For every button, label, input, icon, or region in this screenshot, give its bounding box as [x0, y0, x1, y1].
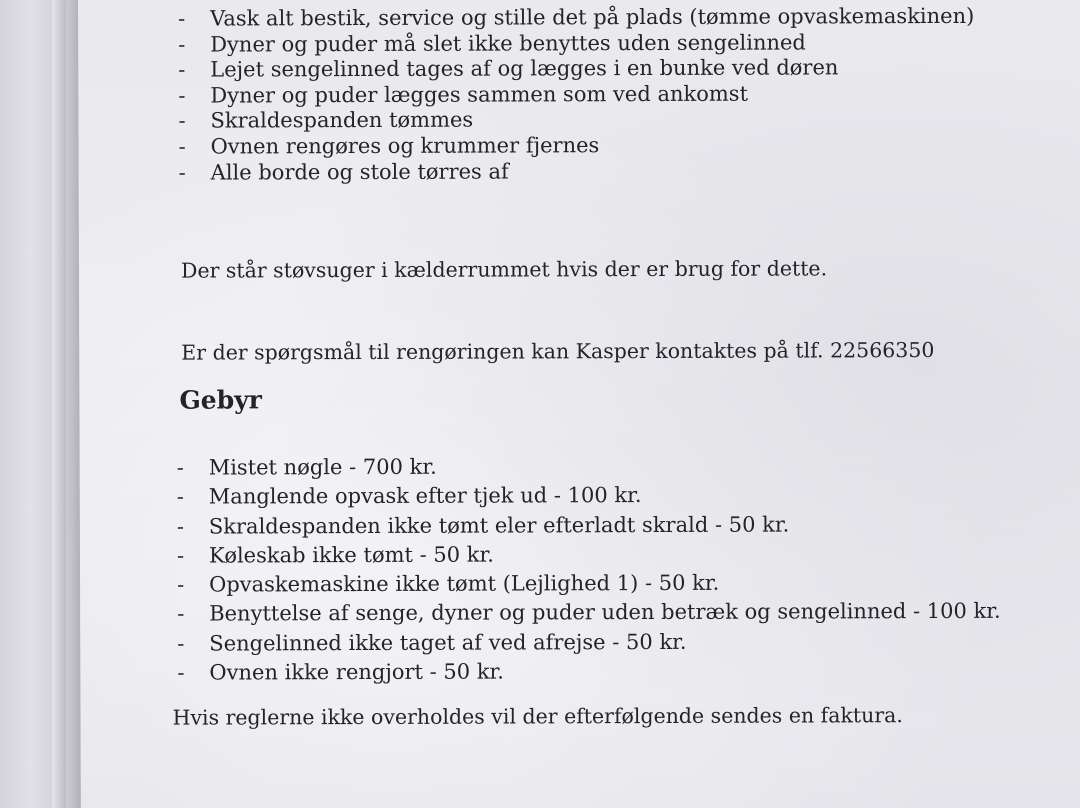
- list-item-text: Ovnen rengøres og krummer fjernes: [210, 133, 600, 159]
- list-bullet: -: [178, 32, 186, 57]
- list-bullet: -: [176, 455, 184, 480]
- list-bullet: -: [178, 134, 186, 159]
- list-bullet: -: [178, 160, 186, 185]
- fees-list: [176, 454, 1001, 688]
- cleaning-checklist: [178, 3, 975, 186]
- fee-item-text: Ovnen ikke rengjort - 50 kr.: [209, 659, 504, 685]
- fee-item-text: Manglende opvask efter tjek ud - 100 kr.: [208, 483, 642, 509]
- list-bullet: -: [177, 631, 185, 656]
- fee-item-text: Skraldespanden ikke tømt eler efterladt skrald - 50 kr.: [208, 512, 790, 539]
- list-item-text: Alle borde og stole tørres af: [210, 159, 509, 185]
- fee-item-text: Mistet nøgle - 700 kr.: [208, 454, 437, 480]
- vacuum-note: Der står støvsuger i kælderrummet hvis der er brug for dette.: [180, 256, 828, 283]
- fee-item-text: Opvaskemaskine ikke tømt (Lejlighed 1) - 50 kr.: [209, 570, 720, 597]
- list-bullet: -: [176, 543, 185, 568]
- plastic-sleeve-edge: [52, 0, 66, 808]
- list-bullet: -: [178, 57, 186, 82]
- list-bullet: -: [176, 514, 185, 539]
- list-item-text: Dyner og puder lægges sammen som ved ankomst: [210, 81, 749, 108]
- fee-item-text: Køleskab ikke tømt - 50 kr.: [208, 542, 494, 568]
- list-bullet: -: [178, 83, 186, 108]
- list-item-text: Skraldespanden tømmes: [210, 107, 474, 133]
- invoice-note: Hvis reglerne ikke overholdes vil der efterfølgende sendes en faktura.: [172, 703, 903, 730]
- contact-note: Er der spørgsmål til rengøringen kan Kasper kontaktes på tlf. 22566350: [181, 338, 935, 365]
- list-bullet: -: [177, 602, 185, 627]
- list-item-text: Vask alt bestik, service og stille det på plads (tømme opvaskemaskinen): [210, 3, 975, 31]
- list-bullet: -: [177, 660, 185, 685]
- list-bullet: -: [178, 109, 186, 134]
- fees-heading: Gebyr: [179, 385, 262, 415]
- fee-item-text: Benyttelse af senge, dyner og puder uden betræk og sengelinned - 100 kr.: [209, 599, 1001, 627]
- list-bullet: -: [176, 484, 184, 509]
- list-item-text: Dyner og puder må slet ikke benyttes uden sengelinned: [210, 30, 806, 57]
- list-item-text: Lejet sengelinned tages af og lægges i en bunke ved døren: [210, 55, 839, 82]
- document-page: [78, 0, 1080, 808]
- fee-item-text: Sengelinned ikke taget af ved afrejse - 50 kr.: [209, 629, 687, 656]
- list-bullet: -: [178, 6, 186, 31]
- list-bullet: -: [177, 572, 185, 597]
